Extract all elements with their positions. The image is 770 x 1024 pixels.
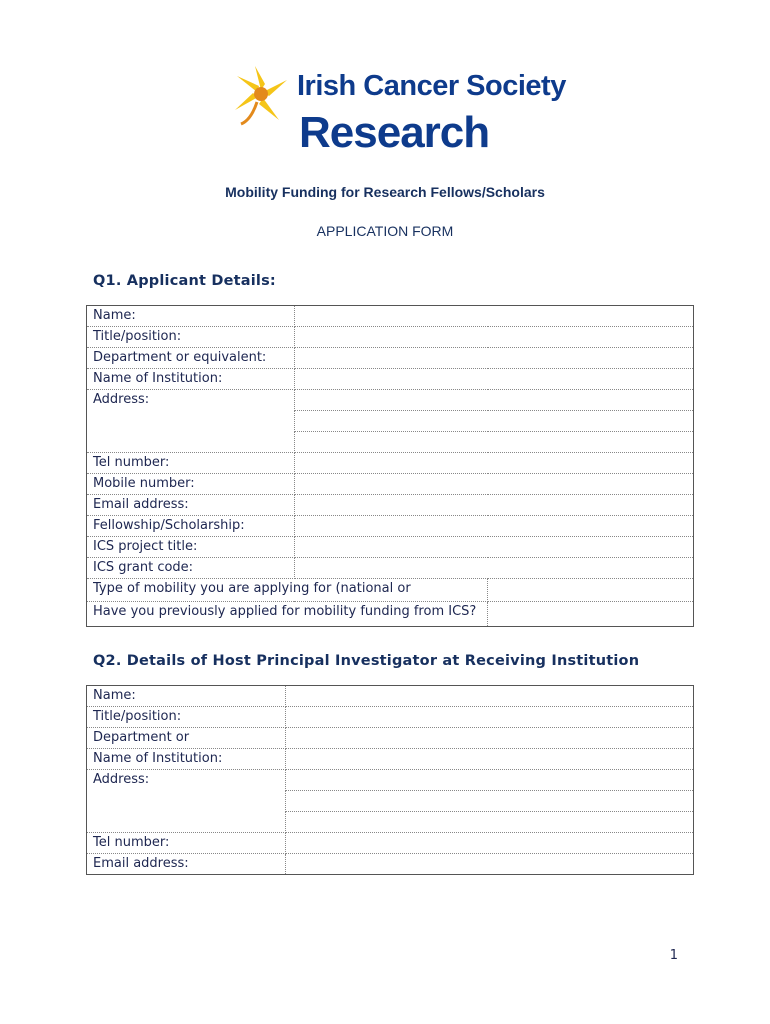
host-address-line-3-field[interactable]: [285, 812, 693, 833]
applicant-details-table: [86, 305, 694, 627]
field-label: Name:: [87, 306, 295, 327]
field-label: Name of Institution:: [87, 369, 295, 390]
address-line-3-field[interactable]: [294, 432, 693, 453]
table-row: [87, 516, 694, 537]
field-label: Tel number:: [87, 453, 295, 474]
email-address-field[interactable]: [294, 495, 693, 516]
table-row: [87, 833, 694, 854]
previous-application-label: Have you previously applied for mobility funding from ICS?: [93, 604, 477, 619]
table-row: [87, 474, 694, 495]
q1-heading: Q1. Applicant Details:: [93, 273, 276, 289]
host-email-address-field[interactable]: [285, 854, 693, 875]
table-row: [87, 770, 694, 791]
fellowship-scholarship-field[interactable]: [294, 516, 693, 537]
table-row: [87, 348, 694, 369]
host-institution-field[interactable]: [285, 749, 693, 770]
department-field[interactable]: [294, 348, 693, 369]
ics-grant-code-field[interactable]: [294, 558, 693, 579]
field-label: Department or: [87, 728, 286, 749]
field-label: Address:: [87, 390, 295, 453]
host-pi-table: [86, 685, 694, 875]
table-row: [87, 327, 694, 348]
table-row: [87, 390, 694, 411]
host-title-position-field[interactable]: [285, 707, 693, 728]
field-label: [87, 602, 488, 627]
name-field[interactable]: [294, 306, 693, 327]
host-address-line-2-field[interactable]: [285, 791, 693, 812]
table-row: [87, 495, 694, 516]
field-label: Fellowship/Scholarship:: [87, 516, 295, 537]
table-row: [87, 686, 694, 707]
table-row: [87, 558, 694, 579]
table-row: [87, 602, 694, 627]
institution-field[interactable]: [294, 369, 693, 390]
ics-project-title-field[interactable]: [294, 537, 693, 558]
field-label: Email address:: [87, 854, 286, 875]
tel-number-field[interactable]: [294, 453, 693, 474]
logo-line-2: Research: [299, 108, 490, 157]
field-label: Title/position:: [87, 327, 295, 348]
table-row: [87, 537, 694, 558]
address-line-2-field[interactable]: [294, 411, 693, 432]
field-label: ICS grant code:: [87, 558, 295, 579]
logo-line-1: Irish Cancer Society: [297, 70, 566, 102]
table-row: [87, 369, 694, 390]
table-row: [87, 728, 694, 749]
host-address-line-1-field[interactable]: [285, 770, 693, 791]
host-department-field[interactable]: [285, 728, 693, 749]
table-row: [87, 749, 694, 770]
field-label: Name:: [87, 686, 286, 707]
field-label: ICS project title:: [87, 537, 295, 558]
field-label: Title/position:: [87, 707, 286, 728]
host-tel-number-field[interactable]: [285, 833, 693, 854]
table-row: [87, 707, 694, 728]
previous-application-field[interactable]: [488, 602, 694, 627]
table-row: [87, 579, 694, 602]
field-label: Tel number:: [87, 833, 286, 854]
table-row: [87, 854, 694, 875]
host-name-field[interactable]: [285, 686, 693, 707]
field-label: Name of Institution:: [87, 749, 286, 770]
daffodil-icon: [233, 64, 295, 128]
page-number: 1: [669, 948, 678, 963]
field-label: Email address:: [87, 495, 295, 516]
title-position-field[interactable]: [294, 327, 693, 348]
irish-cancer-society-logo: [233, 58, 566, 158]
field-label: Address:: [87, 770, 286, 833]
mobility-type-label: Type of mobility you are applying for (national or: [93, 581, 411, 596]
mobility-type-field[interactable]: [488, 579, 694, 602]
mobile-number-field[interactable]: [294, 474, 693, 495]
address-line-1-field[interactable]: [294, 390, 693, 411]
table-row: [87, 306, 694, 327]
field-label: Mobile number:: [87, 474, 295, 495]
document-title: Mobility Funding for Research Fellows/Scholars: [225, 184, 545, 200]
field-label: [87, 579, 488, 602]
q2-heading: Q2. Details of Host Principal Investigator at Receiving Institution: [93, 653, 640, 669]
field-label: Department or equivalent:: [87, 348, 295, 369]
document-subtitle: APPLICATION FORM: [316, 223, 454, 239]
table-row: [87, 453, 694, 474]
